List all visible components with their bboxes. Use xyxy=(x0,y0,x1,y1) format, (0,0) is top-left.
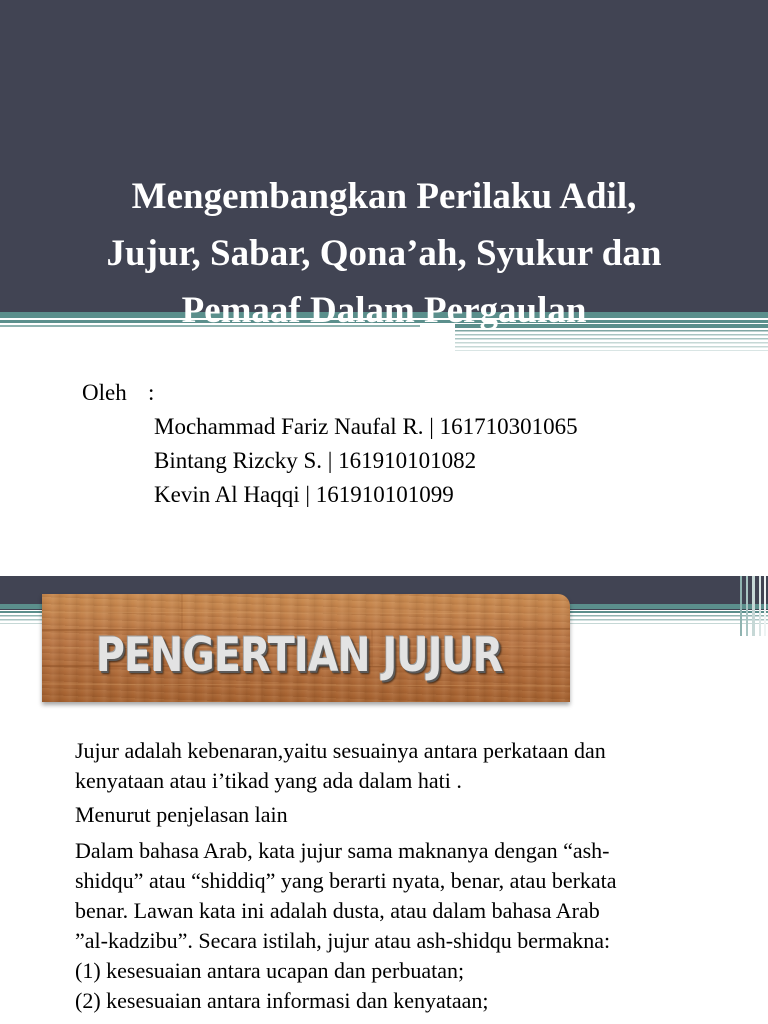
paragraph-line: benar. Lawan kata ini adalah dusta, atau dalam bahasa Arab xyxy=(75,898,600,923)
title-line-1: Mengembangkan Perilaku Adil, xyxy=(131,176,637,217)
slide-divider xyxy=(0,548,768,576)
definition-text xyxy=(75,736,725,1016)
paragraph-line: Menurut penjelasan lain xyxy=(75,802,288,827)
authors-block xyxy=(82,376,578,512)
author-3: Kevin Al Haqqi | 161910101099 xyxy=(154,482,454,507)
title-line-3: Pemaaf Dalam Pergaulan xyxy=(181,290,587,331)
slide-title-text xyxy=(40,168,728,339)
slide-pengertian-jujur xyxy=(0,576,768,1024)
paragraph-line: Dalam bahasa Arab, kata jujur sama maknanya dengan “ash- xyxy=(75,838,610,863)
paragraph-line: kenyataan atau i’tikad yang ada dalam hati . xyxy=(75,768,462,793)
author-2: Bintang Rizcky S. | 161910101082 xyxy=(154,448,477,473)
wooden-heading-banner xyxy=(42,594,570,702)
title-line-2: Jujur, Sabar, Qona’ah, Syukur dan xyxy=(106,233,662,274)
list-item: (1) kesesuaian antara ucapan dan perbuatan; xyxy=(75,958,465,983)
paragraph-line: Jujur adalah kebenaran,yaitu sesuainya antara perkataan dan xyxy=(75,738,606,763)
section-heading: PENGERTIAN JUJUR xyxy=(96,628,503,683)
paragraph-line: shidqu” atau “shiddiq” yang berarti nyata, benar, atau berkata xyxy=(75,868,617,893)
list-item: (2) kesesuaian antara informasi dan kenyataan; xyxy=(75,988,489,1013)
author-1: Mochammad Fariz Naufal R. | 161710301065 xyxy=(154,414,578,439)
oleh-colon: : xyxy=(148,380,155,405)
oleh-label: Oleh xyxy=(82,380,127,405)
decorative-vertical-stripes xyxy=(738,576,768,636)
paragraph-line: ”al-kadzibu”. Secara istilah, jujur atau ash-shidqu bermakna: xyxy=(75,928,611,953)
